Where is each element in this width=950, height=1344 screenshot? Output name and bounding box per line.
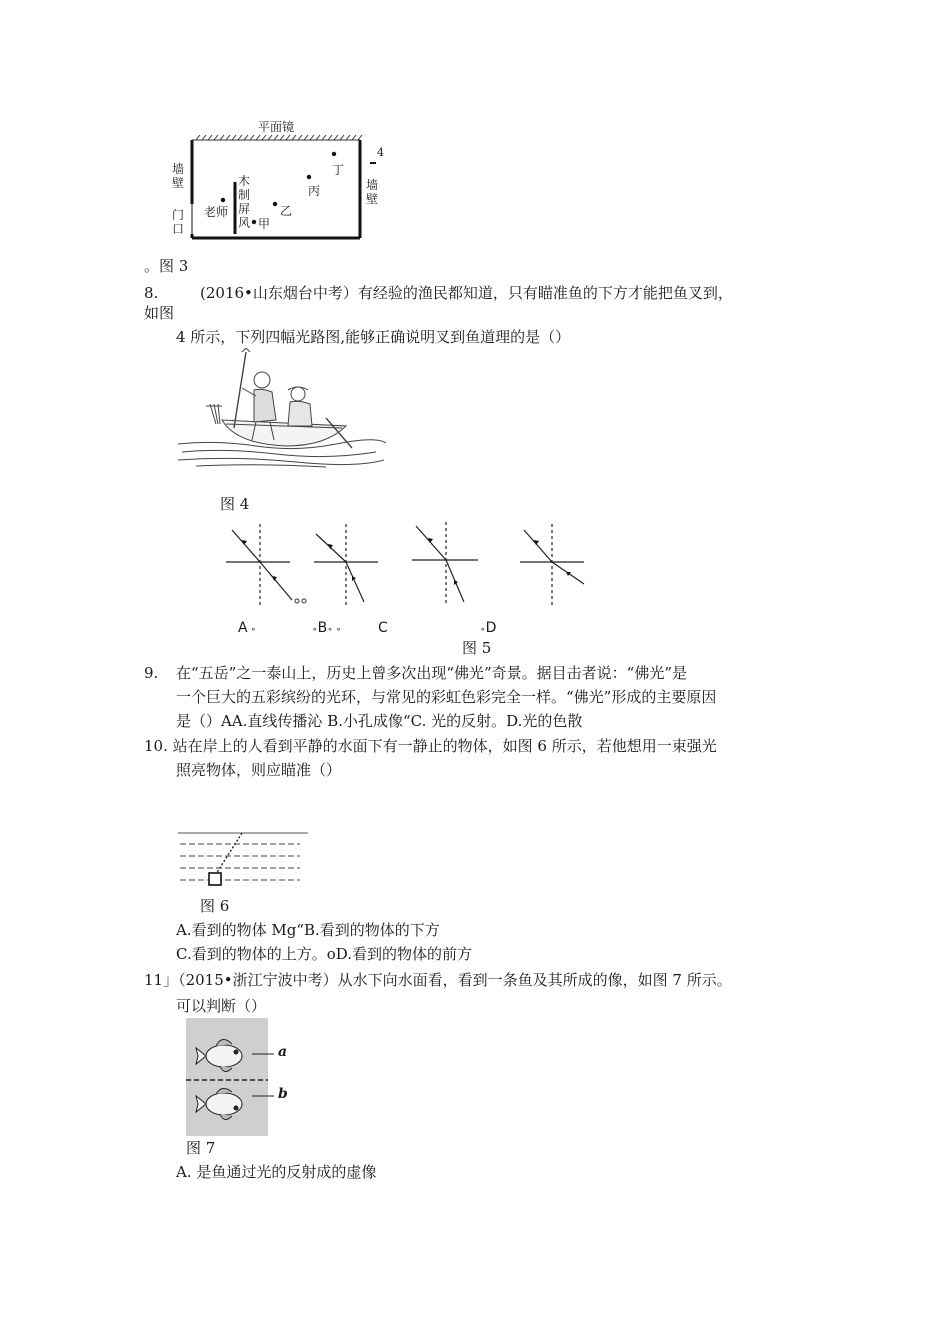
q8-line-2: 如图 bbox=[144, 304, 175, 322]
option-d-label: ∘D bbox=[480, 620, 497, 636]
jia-label: 甲 bbox=[258, 217, 271, 231]
q10-options-ab: A.看到的物体 Mg“B.看到的物体的下方 bbox=[176, 921, 440, 939]
figure-4-fishing-illustration bbox=[176, 348, 388, 470]
q10-options-cd: C.看到的物体的上方。oD.看到的物体的前方 bbox=[176, 945, 473, 963]
left-wall-label: 墙 壁 bbox=[172, 162, 185, 190]
q8-number: 8. bbox=[144, 284, 159, 302]
fish-label-a: a bbox=[278, 1044, 288, 1060]
q11-option-a: A. 是鱼通过光的反射成的虚像 bbox=[176, 1163, 377, 1181]
mark-4: 4 bbox=[377, 146, 384, 159]
right-wall-label: 墙 壁 bbox=[366, 178, 379, 206]
door-label: 门 口 bbox=[172, 208, 185, 236]
figure-5-light-paths bbox=[218, 520, 598, 610]
q11-line-1: 11」（2015•浙江宁波中考）从水下向水面看，看到一条鱼及其所成的像，如图 7 所示。 bbox=[144, 971, 732, 989]
figure-5-caption: 图 5 bbox=[462, 639, 492, 657]
q8-line-1: (2016•山东烟台中考）有经验的渔民都知道，只有瞄准鱼的下方才能把鱼叉到， bbox=[200, 284, 733, 302]
q11-line-2: 可以判断（） bbox=[176, 997, 267, 1015]
q9-line-2: 一个巨大的五彩缤纷的光环，与常见的彩虹色彩完全一样。“佛光”形成的主要原因 bbox=[176, 688, 717, 706]
q9-number: 9. bbox=[144, 664, 159, 682]
bing-label: 丙 bbox=[308, 184, 321, 198]
figure-7-caption: 图 7 bbox=[186, 1139, 216, 1157]
mirror-label: 平面镜 bbox=[258, 120, 295, 134]
ding-label: 丁 bbox=[332, 163, 345, 177]
figure-3 bbox=[168, 116, 398, 246]
figure-7-fish-reflection bbox=[186, 1018, 298, 1136]
q10-line-1: 10. 站在岸上的人看到平静的水面下有一静止的物体，如图 6 所示，若他想用一束强光 bbox=[144, 737, 717, 755]
figure-3-caption: 。图 3 bbox=[144, 257, 189, 275]
figure-6-caption: 图 6 bbox=[200, 897, 230, 915]
q9-line-1: 在“五岳”之一泰山上，历史上曾多次出现“佛光”奇景。据目击者说：“佛光”是 bbox=[176, 664, 688, 682]
figure-6-water-object bbox=[176, 830, 310, 890]
q9-line-3: 是（）AA.直线传播沁 B.小孔成像“C. 光的反射。D.光的色散 bbox=[176, 712, 583, 730]
yi-label: 乙 bbox=[280, 204, 293, 218]
option-a-label: A ∘ bbox=[238, 620, 257, 636]
figure-4-caption: 图 4 bbox=[220, 495, 250, 513]
teacher-label: 老师 bbox=[204, 205, 229, 219]
option-c-label: C bbox=[378, 620, 388, 636]
screen-label: 木 制 屏 风 bbox=[238, 174, 251, 230]
fish-label-b: b bbox=[278, 1086, 288, 1102]
q8-line-3: 4 所示，下列四幅光路图,能够正确说明叉到鱼道理的是（） bbox=[176, 328, 571, 346]
q10-line-2: 照亮物体，则应瞄准（） bbox=[176, 761, 342, 779]
option-b-label: ∘B∘ ∘ bbox=[312, 620, 342, 636]
